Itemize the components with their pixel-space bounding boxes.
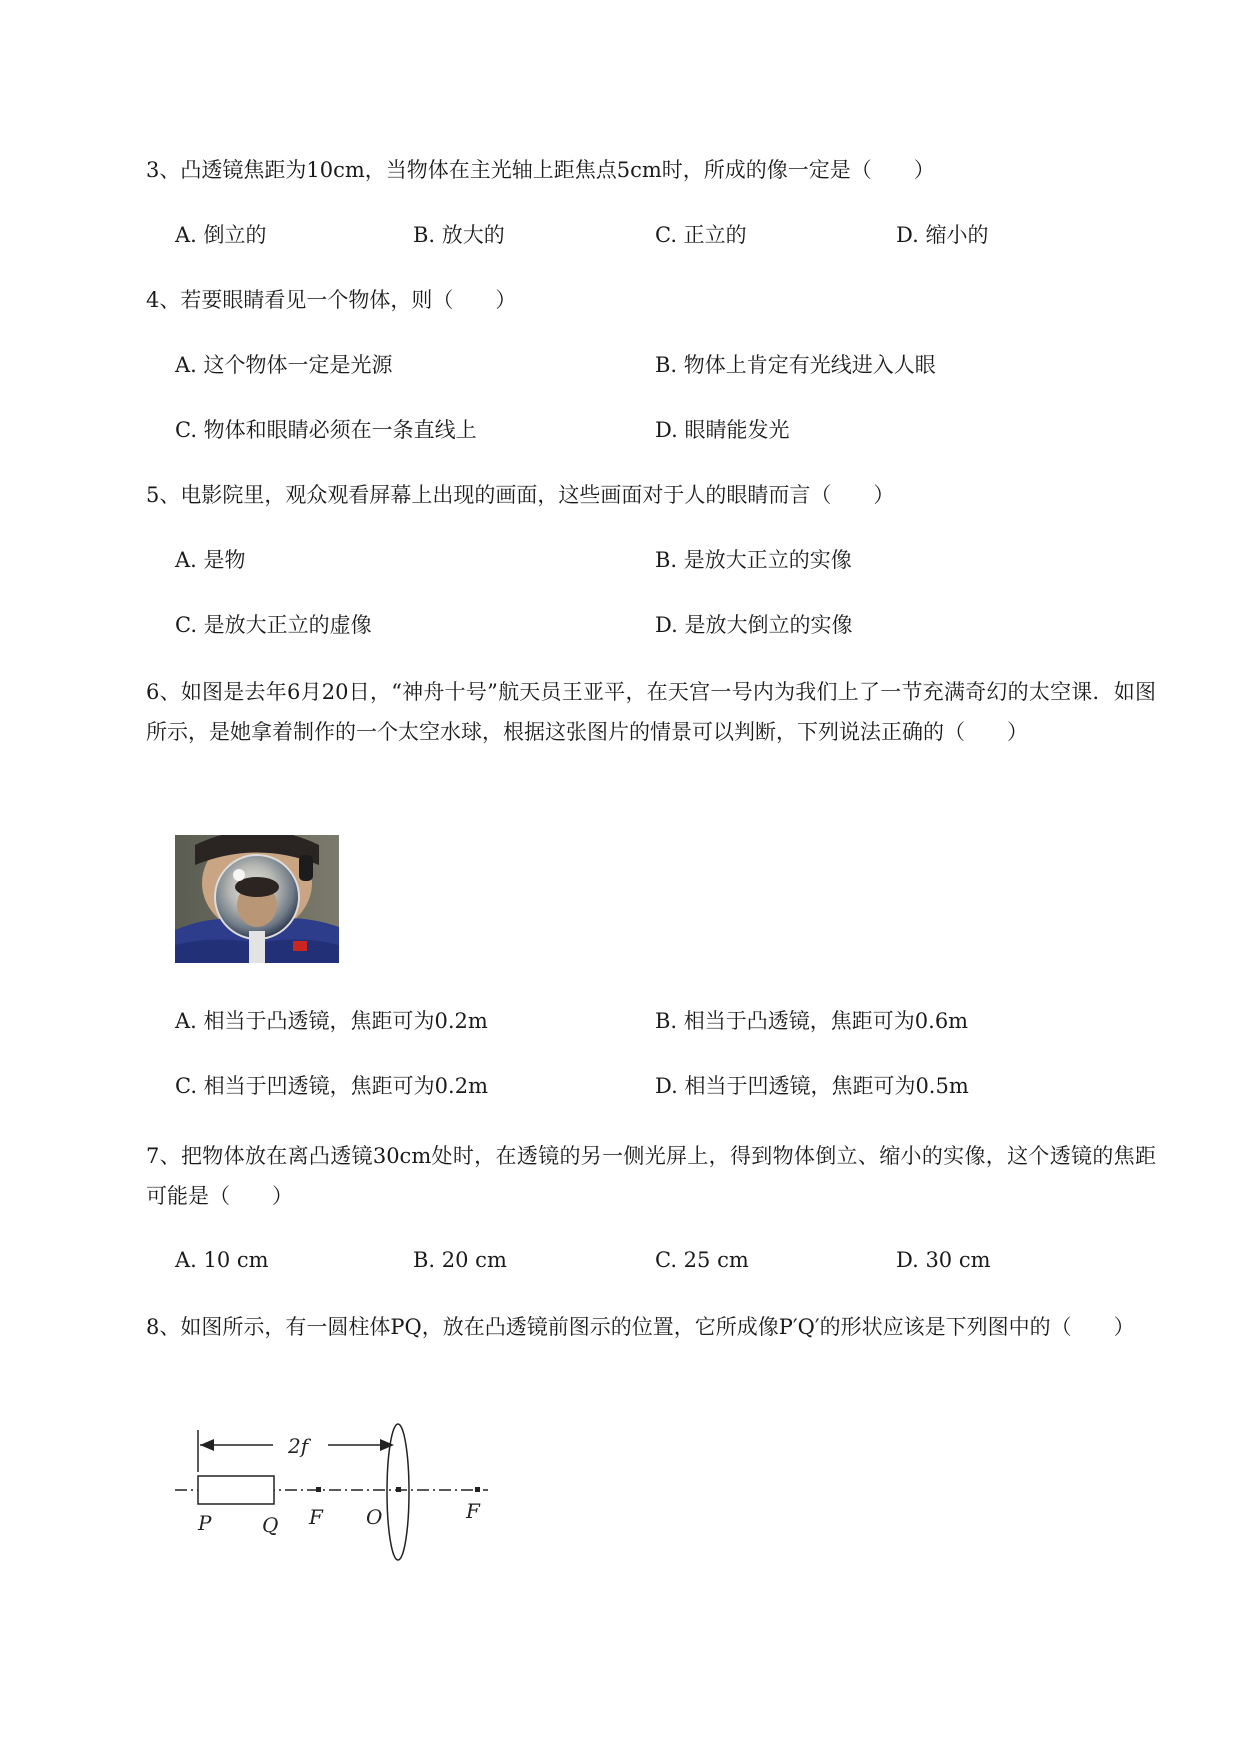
question-3-option-b: B. 放大的 [413,223,505,247]
focal-point-right [475,1487,480,1492]
question-4-option-a: A. 这个物体一定是光源 [175,353,393,377]
question-7-stem: 7、把物体放在离凸透镜30cm处时，在透镜的另一侧光屏上，得到物体倒立、缩小的实像，这个透镜的焦距可能是（ ） [146,1144,1156,1208]
question-5-option-c: C. 是放大正立的虚像 [175,613,372,637]
convex-lens-diagram [170,1420,500,1570]
label-q: Q [262,1513,279,1537]
question-6-option-a: A. 相当于凸透镜，焦距可为0.2m [175,1009,488,1033]
question-3-stem: 3、凸透镜焦距为10cm，当物体在主光轴上距焦点5cm时，所成的像一定是（ ） [146,158,935,182]
focal-point-left [316,1487,321,1492]
question-7-option-b: B. 20 cm [413,1248,507,1272]
label-p: P [198,1511,212,1535]
question-5-option-b: B. 是放大正立的实像 [655,548,852,572]
question-5-option-d: D. 是放大倒立的实像 [655,613,853,637]
question-7-option-a: A. 10 cm [175,1248,269,1272]
astronaut-water-ball-image [175,835,339,963]
question-7-option-d: D. 30 cm [896,1248,991,1272]
question-4-stem: 4、若要眼睛看见一个物体，则（ ） [146,288,517,312]
question-5-stem: 5、电影院里，观众观看屏幕上出现的画面，这些画面对于人的眼睛而言（ ） [146,483,895,507]
question-8-stem: 8、如图所示，有一圆柱体PQ，放在凸透镜前图示的位置，它所成像P′Q′的形状应该是下列图中的（ ） [146,1315,1135,1339]
question-5-option-a: A. 是物 [175,548,246,572]
dimension-arrowhead-right [380,1439,394,1451]
question-6-option-d: D. 相当于凹透镜，焦距可为0.5m [655,1074,969,1098]
question-3-option-a: A. 倒立的 [175,223,267,247]
question-4-option-c: C. 物体和眼睛必须在一条直线上 [175,418,477,442]
question-6-stem: 6、如图是去年6月20日，“神舟十号”航天员王亚平，在天宫一号内为我们上了一节充满奇幻的太空课．如图所示，是她拿着制作的一个太空水球，根据这张图片的情景可以判断，下列说法正确的（ ） [146,680,1156,744]
space-water-ball-photo [175,835,339,963]
label-f-right: F [466,1499,480,1523]
question-3-option-d: D. 缩小的 [896,223,989,247]
label-o: O [366,1505,383,1529]
optical-center [396,1487,401,1492]
dimension-arrowhead-left [200,1439,214,1451]
question-4-option-b: B. 物体上肯定有光线进入人眼 [655,353,936,377]
question-6-option-c: C. 相当于凹透镜，焦距可为0.2m [175,1074,488,1098]
question-3-option-c: C. 正立的 [655,223,747,247]
question-7-option-c: C. 25 cm [655,1248,749,1272]
label-f-left: F [309,1505,323,1529]
label-2f: 2f [288,1434,309,1458]
cylinder-pq [198,1476,274,1504]
question-6-option-b: B. 相当于凸透镜，焦距可为0.6m [655,1009,969,1033]
question-4-option-d: D. 眼睛能发光 [655,418,790,442]
